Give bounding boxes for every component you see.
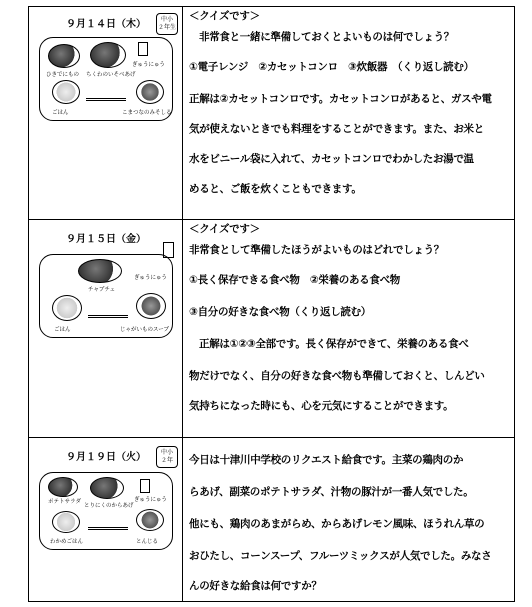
menu-date: ９月１５日（金） — [66, 234, 146, 245]
rice-bowl-icon — [52, 295, 82, 321]
menu-row-sep19 — [29, 438, 514, 601]
menu-text — [183, 220, 514, 421]
quiz-answer-line: 正解は②カセットコンロです。カセットコンロがあると、ガスや電 — [189, 93, 492, 105]
quiz-options: ①長く保存できる食べ物 ②栄養のある食べ物 — [189, 274, 400, 286]
quiz-question: 非常食と一緒に準備しておくとよいものは何でしょう？ — [199, 31, 454, 43]
lunch-note-line: らあげ、副菜のポテトサラダ、汁物の豚汁が一番人気でした。 — [189, 486, 474, 498]
food-label: ごはん — [52, 110, 69, 116]
soup-bowl-icon — [136, 80, 164, 104]
dish-icon — [78, 259, 122, 283]
rice-bowl-icon — [52, 511, 80, 533]
milk-carton-icon — [140, 479, 150, 493]
menu-date: ９月１９日（火） — [66, 452, 146, 463]
quiz-options: ③自分の好きな食べ物（くり返し読む） — [189, 306, 371, 318]
food-label: わかめごはん — [50, 539, 84, 545]
menu-illustration — [29, 438, 183, 601]
dish-icon — [90, 477, 124, 499]
menu-date: ９月１４日（木） — [66, 19, 146, 30]
grade-badge: 中小 ２年 — [156, 446, 178, 468]
menu-text — [183, 438, 514, 600]
soup-bowl-icon — [136, 509, 164, 531]
lunch-tray — [39, 472, 173, 550]
menu-illustration — [29, 7, 183, 219]
chopsticks-icon — [88, 315, 128, 318]
menu-text — [183, 7, 514, 204]
food-label: ぎゅうにゅう — [134, 497, 167, 503]
quiz-heading: ＜クイズです＞ — [189, 223, 260, 235]
soup-bowl-icon — [136, 293, 166, 319]
quiz-answer-line: 正解は①②③全部です。長く保存ができて、栄養のある食べ — [199, 338, 469, 350]
menu-row-sep15 — [29, 220, 514, 438]
food-label: とりにくのからあげ — [84, 503, 134, 509]
food-label: じゃがいものスープ — [120, 327, 169, 333]
chopsticks-icon — [88, 527, 128, 530]
lunch-note-line: んの好きな給食は何ですか？ — [189, 580, 322, 592]
milk-carton-icon — [138, 42, 148, 56]
food-label: こまつなのみそしる — [122, 110, 172, 116]
food-label: ぎゅうにゅう — [132, 62, 165, 68]
quiz-heading: ＜クイズです＞ — [189, 10, 260, 22]
lunch-note-line: おひたし、コーンスープ、フルーツミックスが人気でした。みなさ — [189, 550, 492, 562]
lunch-tray — [39, 37, 173, 121]
quiz-options: ①電子レンジ ②カセットコンロ ③炊飯器 （くり返し読む） — [189, 61, 474, 73]
chopsticks-icon — [86, 98, 126, 101]
dish-icon — [90, 42, 126, 68]
dish-icon — [48, 477, 78, 497]
food-label: ひきでにもの — [46, 72, 80, 78]
lunch-note-line: 他にも、鶏肉のあまがらめ、からあげレモン風味、ほうれん草の — [189, 518, 485, 530]
food-label: とんじる — [136, 539, 159, 545]
quiz-answer-line: 気持ちになった時にも、心を元気にすることができます。 — [189, 400, 454, 412]
quiz-answer-line: 水をビニール袋に入れて、カセットコンロでわかしたお湯で温 — [189, 153, 474, 165]
menu-sheet — [28, 6, 515, 602]
food-label: ちくわのいそべあげ — [86, 72, 136, 78]
grade-badge: 中小 ２年生 — [156, 13, 178, 35]
lunch-tray — [39, 254, 173, 338]
food-label: ぎゅうにゅう — [134, 275, 167, 281]
menu-illustration — [29, 220, 183, 437]
quiz-answer-line: 気が使えないときでも料理をすることができます。また、お米と — [189, 123, 484, 135]
quiz-question: 非常食として準備したほうがよいものはどれでしょう？ — [189, 244, 444, 256]
dish-icon — [48, 44, 80, 68]
food-label: ごはん — [54, 327, 71, 333]
rice-bowl-icon — [52, 80, 80, 104]
menu-row-sep14 — [29, 7, 514, 220]
food-label: チャプチェ — [88, 287, 116, 293]
lunch-note-line: 今日は十津川中学校のリクエスト給食です。主菜の鶏肉のか — [189, 454, 464, 466]
quiz-answer-line: 物だけでなく、自分の好きな食べ物も準備しておくと、しんどい — [189, 370, 485, 382]
food-label: ポテトサラダ — [48, 499, 81, 505]
quiz-answer-line: めると、ご飯を炊くこともできます。 — [189, 183, 362, 195]
